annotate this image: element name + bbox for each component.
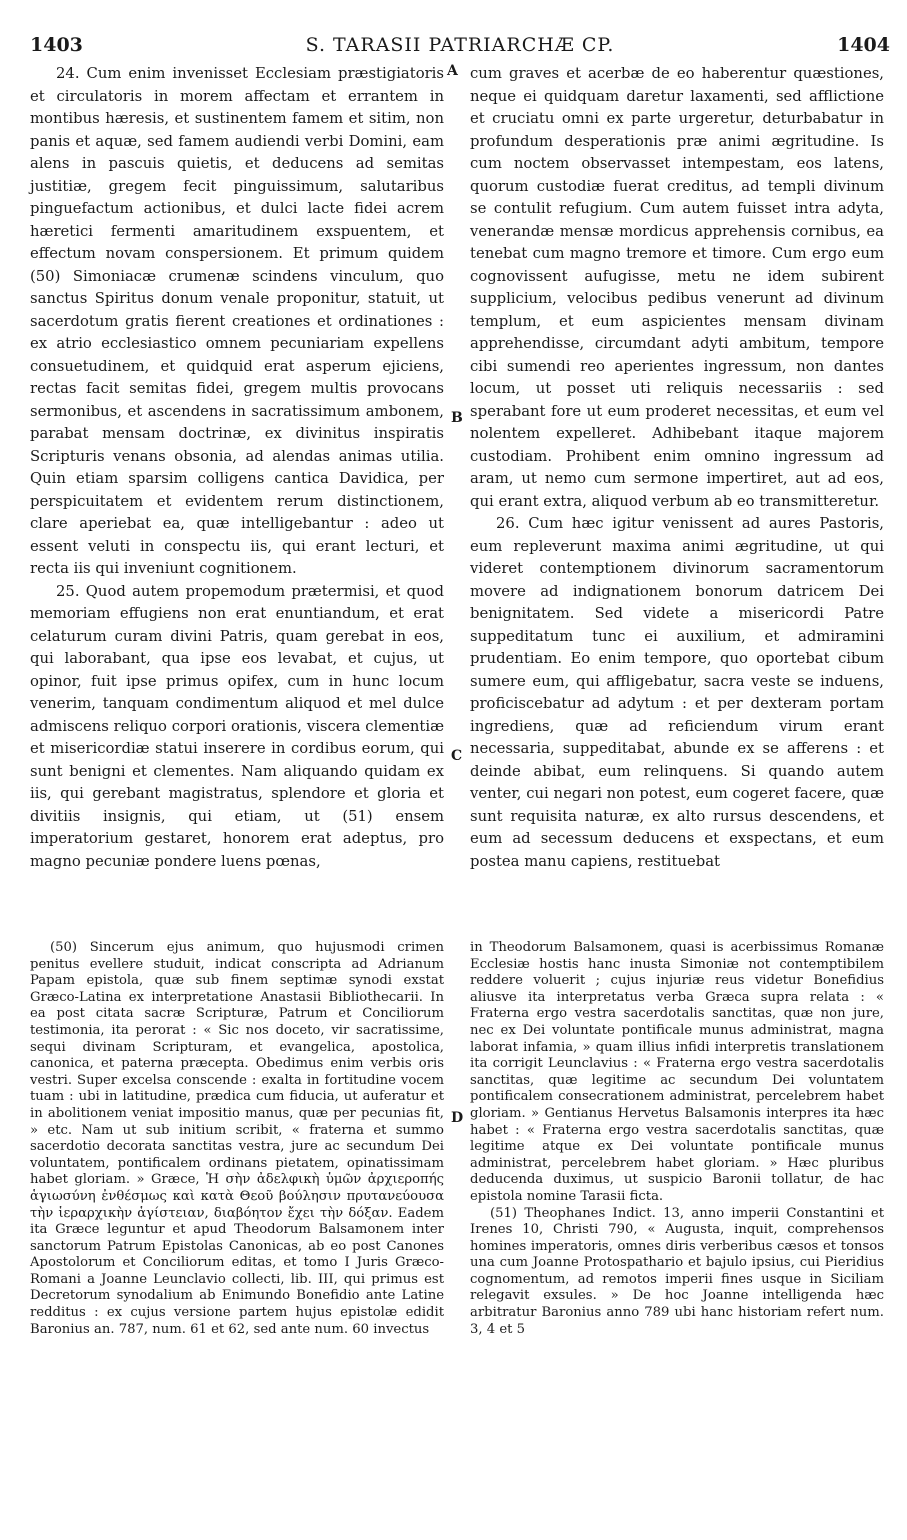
paragraph-26: 26. Cum hæc igitur venissent ad aures Pastoris, eum repleverunt maxima animi ægritudine, ut qui videret contemptionem divinorum sacramentorum movere ad indignationem bonorum datricem Dei benignitatem. Sed videte a misericordi Patre suppeditatum tunc ei auxilium, et admiramini prudentiam. Eo enim tempore, quo oportebat cibum sumere eum, qui affligebatur, sacra veste se induens, proficiscebatur ad adytum : et per dexteram portam ingrediens, quæ ad reficiendum virum erant necessaria, suppeditabat, abunde ex se afferens : et deinde abibat, eum relinquens. Si quando autem venter, cui negari non potest, eum cogeret facere, quæ sunt requisita naturæ, ex alto rursus descendens, et eum ad secessum deducens et exspectans, et eum postea manu capiens, restituebat — [470, 515, 884, 870]
left-page-number: 1403 — [30, 34, 83, 56]
footnote-51: (51) Theophanes Indict. 13, anno imperii Constantini et Irenes 10, Christi 790, « Augusta, inquit, comprehensos homines imperatoris, omnes diris verberibus cæsos et tonsos una cum Joanne Protospathario et bajulo ipsius, cui Pieridius cognomentum, ad remotos imperii fines usque in Siciliam relegavit exsules. » De hoc Joanne intelligenda hæc arbitratur Baronius anno 789 ubi hanc historiam refert num. 3, 4 et 5 — [470, 1205, 884, 1337]
running-title: S. TARASII PATRIARCHÆ CP. — [305, 34, 615, 56]
footnotes-right — [470, 940, 884, 1338]
left-text-column — [30, 63, 444, 873]
margin-marker-d: D — [451, 1110, 464, 1126]
margin-marker-c: C — [451, 748, 463, 764]
paragraph-25: 25. Quod autem propemodum prætermisi, et quod memoriam effugiens non erat enuntiandum, et erat celaturum curam divini Patris, quam gerebat in eos, qui laborabant, qua ipse eos levabat, et cujus, ut opinor, fuit ipse primus opifex, cum in hunc locum venerim, tanquam condimentum aliquod et mel dulce admiscens reliquo corpori orationis, viscera clementiæ et misericordiæ statui inserere in cordibus eorum, qui sunt benigni et clementes. Nam aliquando quidam ex iis, qui gerebant magistratus, splendore et gloria et divitiis insignis, qui etiam, ut (51) ensem imperatorium gestaret, honorem erat adeptus, pro magno pecuniæ pondere luens pœnas, — [30, 582, 444, 870]
margin-marker-a: A — [447, 63, 458, 79]
paragraph-24: 24. Cum enim invenisset Ecclesiam præstigiatoris et circulatoris in morem affectam et errantem in montibus hæresis, et sustinentem famem et sitim, non panis et aquæ, sed famem audiendi verbi Domini, eam alens in pascuis quietis, et deducens ad semitas justitiæ, gregem fecit pinguissimum, salutaribus pinguefactum actionibus, et dulci lacte fidei acrem hæretici fermenti amaritudinem exspuentem, et effectum novam conspersionem. Et primum quidem (50) Simoniacæ crumenæ scindens vinculum, quo sanctus Spiritus donum venale proponitur, statuit, ut sacerdotum gratis fierent creationes et ordinationes : ex atrio ecclesiastico omnem pecuniariam expellens consuetudinem, et quidquid erat asperum ejiciens, rectas facit semitas fidei, gregem multis provocans sermonibus, et ascendens in sacratissimum ambonem, parabat mensam doctrinæ, ex divinitus inspiratis Scripturis venans obsonia, ad alendas animas utilia. Quin etiam sparsim colligens cantica Davidica, per perspicuitatem et evidentem rerum distinctionem, clare aperiebat ea, quæ intelligebantur : adeo ut essent veluti in conspectu iis, qui erant lecturi, et recta iis qui inveniunt cognitionem. — [30, 65, 444, 577]
paragraph-25-continued: cum graves et acerbæ de eo haberentur quæstiones, neque ei quidquam daretur laxamenti, sed afflictione et cruciatu omni ex parte urgeretur, deturbabatur in profundum desperationis præ animi ægritudine. Is cum noctem observasset intempestam, eos latens, quorum custodiæ fuerat creditus, ad templi divinum se contulit refugium. Cum autem fuisset intra adyta, venerandæ mensæ mordicus apprehensis cornibus, ea tenebat cum magno tremore et timore. Cum ergo eum cognovissent aufugisse, metu ne idem subirent supplicium, velocibus pedibus venerunt ad divinum templum, et eum aspicientes mensam divinam apprehendisse, circumdant adyti ambitum, tempore cibi sumendi reo aperientes ingressum, non dantes locum, ut posset uti reliquis necessariis : sed sperabant fore ut eum proderet necessitas, et eum vel nolentem expelleret. Adhibebant itaque majorem custodiam. Prohibent enim omnino ingressum ad aram, ut nemo cum sermone impertiret, aut ad eos, qui erant extra, aliquod verbum ab eo transmitteretur. — [470, 65, 884, 510]
footnotes-left — [30, 940, 444, 1338]
margin-marker-b: B — [451, 410, 463, 426]
footnote-50-continued: in Theodorum Balsamonem, quasi is acerbissimus Romanæ Ecclesiæ hostis hanc inusta Simoniæ not contemptibilem reddere voluerit ; cujus injuriæ reus videtur Bonefidius aliusve ita interpretatus verba Græca supra relata : « Fraterna ergo vestra sacerdotalis sanctitas, quæ non jure, nec ex Dei voluntate pontificale munus administrat, magna laborat infamia, » quam illius infidi interpretis translationem ita corrigit Leunclavius : « Fraterna ergo vestra sacerdotalis sanctitas, quæ legitime ac secundum Dei voluntatem pontificalem consecrationem administrat, percelebrem habet gloriam. » Gentianus Hervetus Balsamonis interpres ita hæc habet : « Fraterna ergo vestra sacerdotalis sanctitas, quæ legitime atque ex Dei voluntate pontificale munus administrat, percelebrem habet gloriam. » Hæc pluribus deducenda duximus, ut suspicio Baronii tollatur, de hac epistola nomine Tarasii ficta. — [470, 940, 884, 1204]
right-text-column — [470, 63, 884, 873]
footnote-50: (50) Sincerum ejus animum, quo hujusmodi crimen penitus evellere studuit, indicat conscripta ad Adrianum Papam epistola, quæ sub finem septimæ synodi exstat Græco-Latina ex interpretatione Anastasii Bibliothecarii. In ea post citata sacræ Scripturæ, Patrum et Conciliorum testimonia, ita perorat : « Sic nos doceto, vir sacratissime, sequi divinam Scripturam, et evangelica, apostolica, canonica, et paterna præcepta. Obedimus enim verbis oris vestri. Super excelsa conscende : exalta in fortitudine vocem tuam : ubi in latitudine, prædica cum fiducia, ut auferatur et in abolitionem veniat impositio manus, quæ per pecunias fit, » etc. Nam ut sub initium scribit, « fraterna et summo sacerdotio decorata sanctitas vestra, jure ac secundum Dei voluntatem, pontificalem ordinans pietatem, opinatissimam habet gloriam. » Græce, Ἡ σὴν ἀδελφικὴ ὑμῶν ἀρχιεροπής ἁγιωσύνη ἐνθέσμως καὶ κατὰ Θεοῦ βούλησιν πρυτανεύουσα τὴν ἱεραρχικὴν ἁγίστειαν, διαβόητον ἔχει τὴν δόξαν. Eadem ita Græce leguntur et apud Theodorum Balsamonem inter sanctorum Patrum Epistolas Canonicas, ab eo post Canones Apostolorum et Conciliorum editas, et tomo I Juris Græco-Romani a Joanne Leunclavio collecti, lib. III, qui primus est Decretorum synodalium ab Enimundo Bonefidio ante Latine redditus : ex cujus versione partem hujus epistolæ edidit Baronius an. 787, num. 61 et 62, sed ante num. 60 invectus — [30, 940, 444, 1337]
running-header — [30, 34, 890, 60]
right-page-number: 1404 — [837, 34, 890, 56]
